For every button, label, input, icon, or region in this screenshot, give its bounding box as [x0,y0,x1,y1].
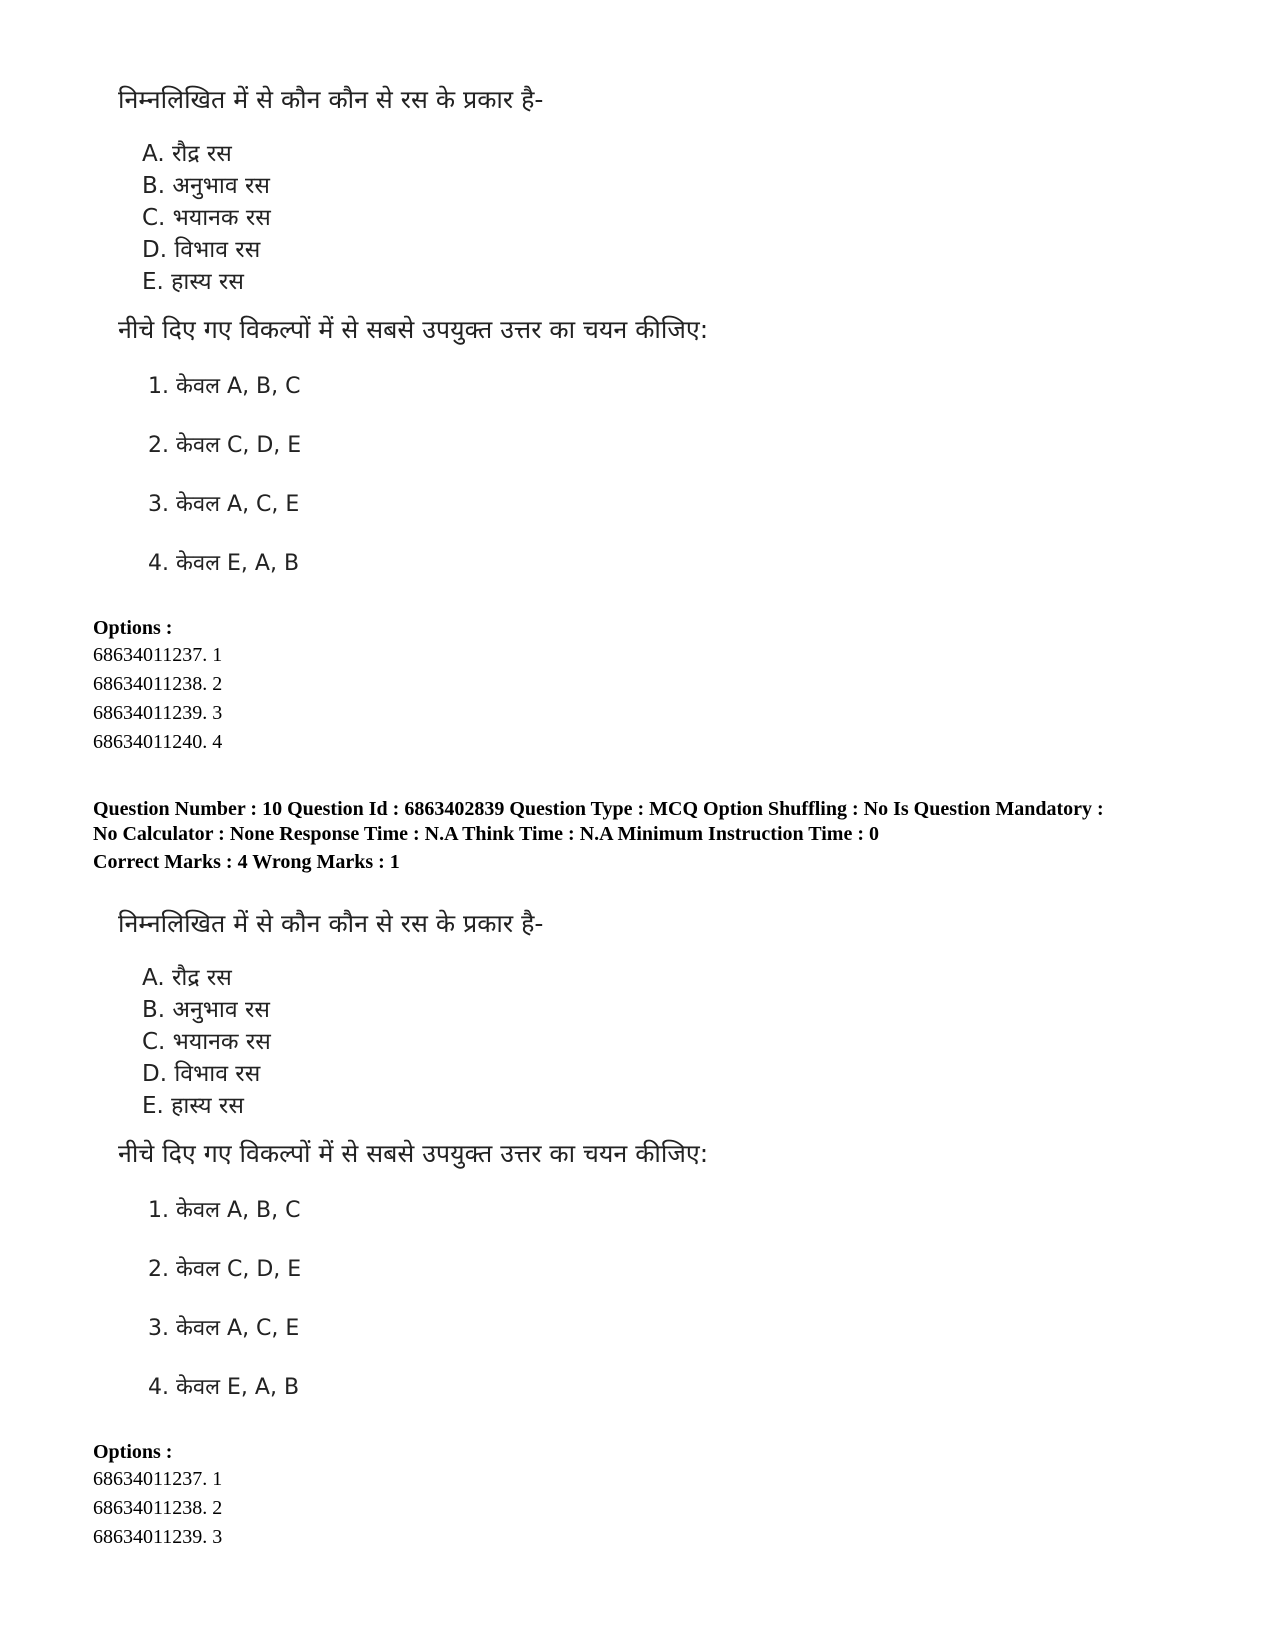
choice-item: 4. केवल E, A, B [148,1375,300,1400]
question-marks: Correct Marks : 4 Wrong Marks : 1 [93,851,400,873]
option-id-item: 68634011238. 2 [93,1497,223,1519]
statement-item: A. रौद्र रस [142,965,232,991]
choice-item: 3. केवल A, C, E [148,492,300,517]
choice-item: 3. केवल A, C, E [148,1316,300,1341]
question-meta-line: No Calculator : None Response Time : N.A Think Time : N.A Minimum Instruction Time : 0 [93,823,879,845]
choice-item: 2. केवल C, D, E [148,433,302,458]
option-id-item: 68634011239. 3 [93,702,223,724]
question-meta [93,797,1213,875]
options-label: Options : [93,1441,173,1463]
choice-item: 1. केवल A, B, C [148,374,301,399]
question-instruction: नीचे दिए गए विकल्पों में से सबसे उपयुक्त उत्तर का चयन कीजिए: [118,315,709,344]
options-list [93,641,222,757]
statement-item: B. अनुभाव रस [142,997,270,1023]
option-id-item: 68634011239. 3 [93,1526,223,1548]
statement-item: A. रौद्र रस [142,141,232,167]
question-meta-line: Question Number : 10 Question Id : 6863402839 Question Type : MCQ Option Shuffling : No Is Question Mandatory : [93,798,1104,820]
statement-item: C. भयानक रस [142,1029,271,1055]
choice-item: 4. केवल E, A, B [148,551,300,576]
choice-item: 1. केवल A, B, C [148,1198,301,1223]
statement-item: D. विभाव रस [142,237,261,263]
question-instruction: नीचे दिए गए विकल्पों में से सबसे उपयुक्त उत्तर का चयन कीजिए: [118,1139,709,1168]
statement-list [142,962,271,1122]
statement-item: E. हास्य रस [142,1093,244,1119]
statement-item: B. अनुभाव रस [142,173,270,199]
statement-item: C. भयानक रस [142,205,271,231]
choice-list [148,370,301,606]
options-label: Options : [93,617,173,639]
statement-item: E. हास्य रस [142,269,244,295]
option-id-item: 68634011238. 2 [93,673,223,695]
statement-item: D. विभाव रस [142,1061,261,1087]
options-list [93,1465,222,1552]
option-id-item: 68634011237. 1 [93,644,223,666]
choice-list [148,1194,301,1430]
option-id-item: 68634011237. 1 [93,1468,223,1490]
option-id-item: 68634011240. 4 [93,731,223,753]
statement-list [142,138,271,298]
choice-item: 2. केवल C, D, E [148,1257,302,1282]
question-prompt: निम्नलिखित में से कौन कौन से रस के प्रकार है- [118,85,544,114]
question-prompt: निम्नलिखित में से कौन कौन से रस के प्रकार है- [118,909,544,938]
